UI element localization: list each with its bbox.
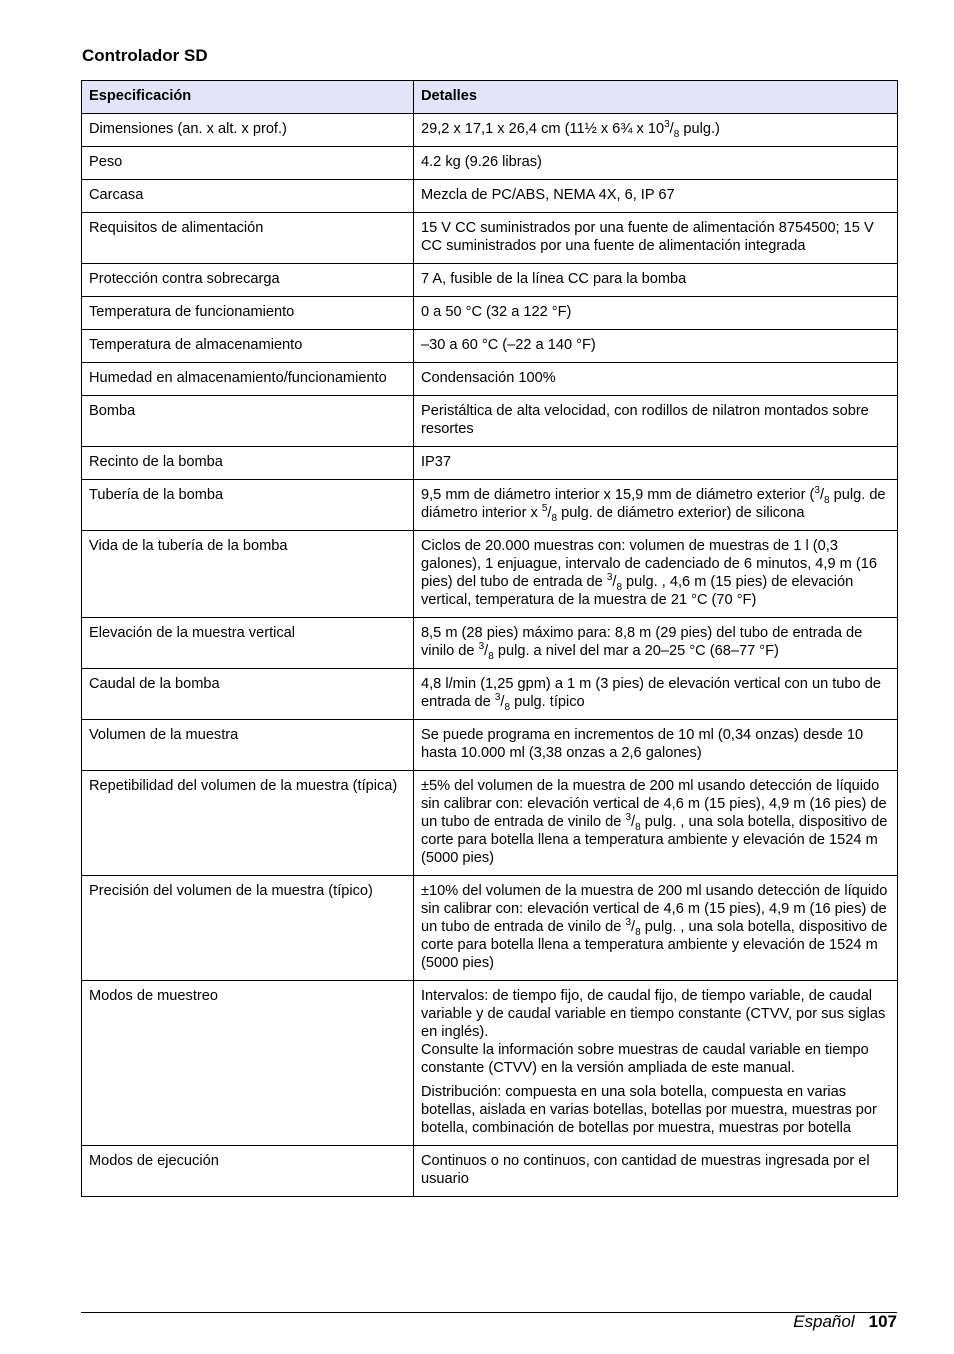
spec-details-cell: [414, 180, 898, 213]
fraction-denominator: 8: [824, 494, 830, 506]
column-header-specification: Especificación: [82, 81, 414, 114]
table-row: [82, 264, 898, 297]
fraction-denominator: 8: [673, 128, 680, 140]
table-row: [82, 669, 898, 720]
fraction-numerator: 3: [664, 119, 670, 131]
spec-details-cell: [414, 264, 898, 297]
details-text: /: [484, 643, 489, 659]
table-row: [82, 771, 898, 876]
spec-name-cell: Caudal de la bomba: [82, 669, 414, 720]
spec-name-cell: Modos de muestreo: [82, 981, 414, 1146]
details-paragraph: [421, 624, 890, 660]
details-paragraph: [421, 219, 890, 255]
spec-details-cell: [414, 396, 898, 447]
spec-name-cell: Carcasa: [82, 180, 414, 213]
details-text: Consulte la información sobre muestras de caudal variable en tiempo constante (CTVV) en la versión ampliada de este manual.: [421, 1042, 869, 1076]
footer-language: Español: [793, 1312, 855, 1331]
details-paragraph: [421, 153, 890, 171]
fraction-numerator: 3: [494, 692, 501, 704]
details-text: /: [669, 121, 674, 137]
fraction-numerator: 3: [478, 641, 485, 653]
details-text: /: [547, 505, 552, 521]
details-text: IP37: [421, 454, 452, 470]
details-text: Continuos o no continuos, con cantidad de muestras ingresada por el usuario: [421, 1153, 870, 1187]
details-paragraph: [421, 486, 890, 522]
spec-details-cell: [414, 480, 898, 531]
spec-name-cell: Repetibilidad del volumen de la muestra (típica): [82, 771, 414, 876]
details-text: –30 a 60 °C (–22 a 140 °F): [421, 337, 596, 353]
details-text: /: [500, 694, 505, 710]
details-paragraph: [421, 1152, 890, 1188]
details-text: Condensación 100%: [421, 370, 556, 386]
spec-name-cell: Requisitos de alimentación: [82, 213, 414, 264]
spec-details-cell: [414, 531, 898, 618]
spec-name-cell: Modos de ejecución: [82, 1146, 414, 1197]
column-header-details: Detalles: [414, 81, 898, 114]
table-row: [82, 618, 898, 669]
table-body: [82, 114, 898, 1197]
fraction-denominator: 8: [504, 701, 511, 713]
table-row: [82, 531, 898, 618]
details-paragraph: [421, 120, 890, 138]
details-text: 4,8 l/min (1,25 gpm) a 1 m (3 pies) de elevación vertical con un tubo de entrada de: [421, 676, 881, 710]
spec-details-cell: [414, 981, 898, 1146]
details-paragraph: [421, 453, 890, 471]
page-footer: [793, 1312, 897, 1332]
details-paragraph: [421, 777, 890, 867]
details-text: ±5% del volumen de la muestra de 200 ml usando detección de líquido sin calibrar con: elevación vertical de 4,6 m (15 pies), 4,9 m (16 pies) de un tubo de entrada de vinilo de: [421, 778, 887, 830]
spec-details-cell: [414, 447, 898, 480]
details-text: Ciclos de 20.000 muestras con: volumen de muestras de 1 l (0,3 galones), 1 enjuague, intervalo de cadenciado de 6 minutos, 4,9 m (16 pies) del tubo de entrada de: [421, 538, 877, 590]
details-text: ±10% del volumen de la muestra de 200 ml usando detección de líquido sin calibrar con: elevación vertical de 4,6 m (15 pies), 4,9 m (16 pies) de un tubo de entrada de vinilo de: [421, 883, 888, 935]
spec-name-cell: Humedad en almacenamiento/funcionamiento: [82, 363, 414, 396]
spec-details-cell: [414, 297, 898, 330]
details-text: pulg. , una sola botella, dispositivo de corte para botella llena a temperatura ambiente y elevación de 1524 m (5000 pies): [421, 814, 888, 866]
fraction-numerator: 5: [541, 503, 548, 515]
details-text: pulg. , una sola botella, dispositivo de corte para botella llena a temperatura ambiente y elevación de 1524 m (5000 pies): [421, 919, 888, 971]
table-row: [82, 180, 898, 213]
spec-name-cell: Dimensiones (an. x alt. x prof.): [82, 114, 414, 147]
fraction-numerator: 3: [814, 485, 820, 497]
spec-details-cell: [414, 363, 898, 396]
details-text: 29,2 x 17,1 x 26,4 cm (11½ x 6¾ x 10: [421, 121, 665, 137]
details-text: pulg. a nivel del mar a 20–25 °C (68–77 °F): [493, 643, 779, 659]
details-paragraph: [421, 882, 890, 972]
details-text: Se puede programa en incrementos de 10 ml (0,34 onzas) desde 10 hasta 10.000 ml (3,38 onzas a 2,6 galones): [421, 727, 864, 761]
details-text: pulg. , 4,6 m (15 pies) de elevación vertical, temperatura de la muestra de 21 °C (70 °F): [421, 574, 854, 608]
table-row: [82, 981, 898, 1146]
table-row: [82, 114, 898, 147]
footer-divider: [81, 1312, 897, 1313]
table-row: [82, 363, 898, 396]
table-row: [82, 396, 898, 447]
fraction-denominator: 8: [635, 926, 641, 938]
fraction-numerator: 3: [625, 917, 632, 929]
details-text: 0 a 50 °C (32 a 122 °F): [421, 304, 572, 320]
details-text: Mezcla de PC/ABS, NEMA 4X, 6, IP 67: [421, 187, 675, 203]
details-text: /: [819, 487, 824, 503]
spec-details-cell: [414, 114, 898, 147]
table-row: [82, 447, 898, 480]
spec-details-cell: [414, 213, 898, 264]
table-row: [82, 876, 898, 981]
details-text: 7 A, fusible de la línea CC para la bomba: [421, 271, 687, 287]
spec-name-cell: Elevación de la muestra vertical: [82, 618, 414, 669]
spec-name-cell: Tubería de la bomba: [82, 480, 414, 531]
fraction-denominator: 8: [551, 512, 558, 524]
spec-name-cell: Bomba: [82, 396, 414, 447]
spec-name-cell: Peso: [82, 147, 414, 180]
spec-name-cell: Recinto de la bomba: [82, 447, 414, 480]
details-paragraph: [421, 1083, 890, 1137]
specifications-table: [81, 80, 898, 1197]
spec-name-cell: Precisión del volumen de la muestra (típico): [82, 876, 414, 981]
fraction-denominator: 8: [616, 581, 622, 593]
table-row: [82, 330, 898, 363]
details-text: Intervalos: de tiempo fijo, de caudal fijo, de tiempo variable, de caudal variable y de caudal variable en tiempo constante (CTVV, por sus siglas en inglés).: [421, 988, 886, 1040]
details-paragraph: [421, 336, 890, 354]
details-text: Peristáltica de alta velocidad, con rodillos de nilatron montados sobre resortes: [421, 403, 869, 437]
section-title: Controlador SD: [82, 46, 208, 65]
table-row: [82, 480, 898, 531]
details-text: pulg. de diámetro interior x: [421, 487, 886, 521]
details-text: pulg.): [679, 121, 720, 137]
details-text: /: [612, 574, 617, 590]
spec-name-cell: Volumen de la muestra: [82, 720, 414, 771]
details-paragraph: [421, 987, 890, 1077]
fraction-denominator: 8: [635, 821, 641, 833]
details-paragraph: [421, 270, 890, 288]
spec-name-cell: Protección contra sobrecarga: [82, 264, 414, 297]
fraction-numerator: 3: [606, 572, 613, 584]
table-row: [82, 297, 898, 330]
details-paragraph: [421, 537, 890, 609]
spec-details-cell: [414, 147, 898, 180]
spec-details-cell: [414, 720, 898, 771]
table-row: [82, 1146, 898, 1197]
spec-name-cell: Temperatura de almacenamiento: [82, 330, 414, 363]
details-text: 4.2 kg (9.26 libras): [421, 154, 542, 170]
details-text: /: [631, 919, 636, 935]
table-header-row: [82, 81, 898, 114]
page-number: 107: [868, 1312, 897, 1331]
details-paragraph: [421, 369, 890, 387]
details-paragraph: [421, 675, 890, 711]
spec-name-cell: Temperatura de funcionamiento: [82, 297, 414, 330]
details-paragraph: [421, 402, 890, 438]
details-text: Distribución: compuesta en una sola botella, compuesta en varias botellas, aislada en varias botellas, botellas por muestra, muestras por botella, combinación de botellas por muestra, muestras por botella: [421, 1084, 877, 1136]
spec-details-cell: [414, 876, 898, 981]
details-paragraph: [421, 186, 890, 204]
details-text: 15 V CC suministrados por una fuente de alimentación 8754500; 15 V CC suministrados por una fuente de alimentación integrada: [421, 220, 874, 254]
table-row: [82, 147, 898, 180]
table-row: [82, 213, 898, 264]
spec-details-cell: [414, 1146, 898, 1197]
details-paragraph: [421, 726, 890, 762]
fraction-numerator: 3: [625, 812, 632, 824]
details-text: pulg. de diámetro exterior) de silicona: [557, 505, 805, 521]
details-paragraph: [421, 303, 890, 321]
spec-details-cell: [414, 669, 898, 720]
table-row: [82, 720, 898, 771]
spec-details-cell: [414, 330, 898, 363]
spec-details-cell: [414, 618, 898, 669]
details-text: /: [631, 814, 636, 830]
spec-name-cell: Vida de la tubería de la bomba: [82, 531, 414, 618]
spec-details-cell: [414, 771, 898, 876]
fraction-denominator: 8: [488, 650, 494, 662]
details-text: 8,5 m (28 pies) máximo para: 8,8 m (29 pies) del tubo de entrada de vinilo de: [421, 625, 863, 659]
details-text: 9,5 mm de diámetro interior x 15,9 mm de diámetro exterior (: [421, 487, 815, 503]
details-text: pulg. típico: [510, 694, 585, 710]
